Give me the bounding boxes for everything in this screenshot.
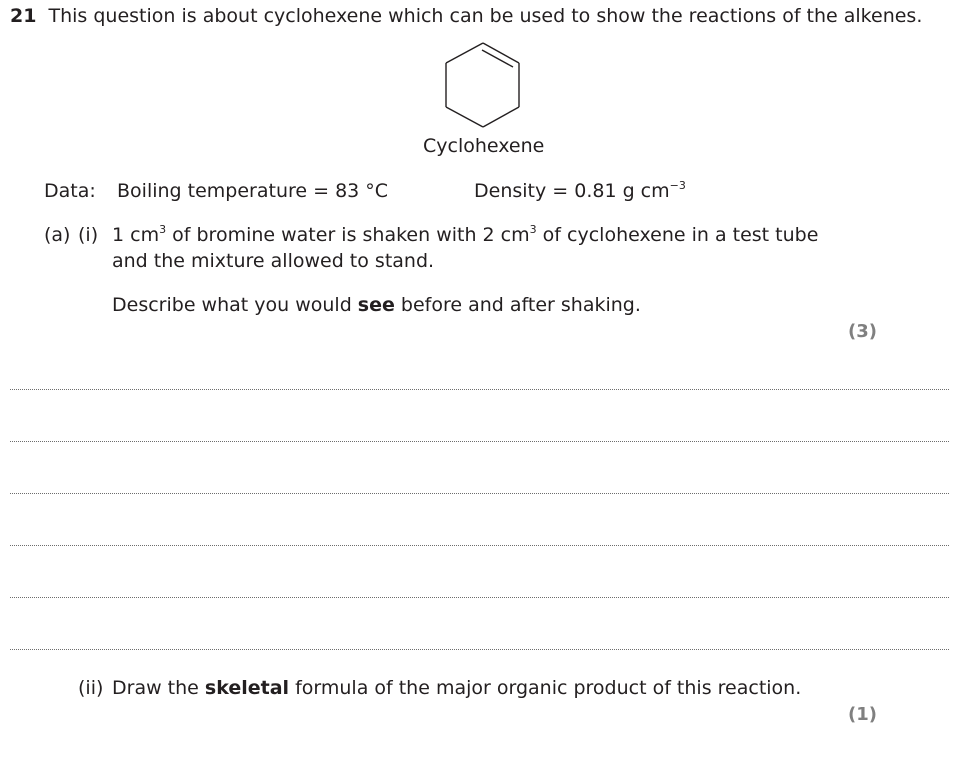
part-a-label: (a): [44, 224, 71, 246]
line1-text-b: of bromine water is shaken with 2 cm: [166, 224, 530, 246]
boiling-temperature: Boiling temperature = 83 °C: [117, 180, 389, 202]
instruction-pre: Describe what you would: [112, 294, 358, 316]
answer-line-4[interactable]: [10, 545, 949, 546]
bond-bottom-right: [483, 107, 519, 127]
answer-line-3[interactable]: [10, 493, 949, 494]
density-value: [474, 180, 686, 202]
instruction-post: before and after shaking.: [394, 294, 641, 316]
part-a-i-line1: [112, 224, 818, 246]
part-a-ii-instruction: [112, 677, 801, 699]
part-a-i-line2: and the mixture allowed to stand.: [112, 250, 435, 272]
part-a-ii-label: (ii): [78, 677, 104, 699]
answer-line-6[interactable]: [10, 649, 949, 650]
density-exponent: −3: [669, 179, 686, 192]
ii-bold: skeletal: [204, 677, 290, 699]
density-text: Density = 0.81 g cm: [474, 180, 670, 202]
ii-post: formula of the major organic product of this reaction.: [289, 677, 802, 699]
line1-sup-2: 3: [529, 223, 537, 236]
line1-sup-1: 3: [159, 223, 167, 236]
double-bond-inner-line: [482, 50, 513, 67]
part-a-i-instruction: [112, 294, 641, 316]
question-stem-line: [10, 5, 922, 27]
answer-line-1[interactable]: [10, 389, 949, 390]
answer-line-2[interactable]: [10, 441, 949, 442]
part-a-i-label: (i): [78, 224, 99, 246]
cyclohexene-structure: [438, 38, 526, 132]
question-number: 21: [10, 5, 37, 27]
marks-a-ii: (1): [848, 704, 877, 725]
data-label: Data:: [44, 180, 96, 202]
answer-line-5[interactable]: [10, 597, 949, 598]
instruction-bold: see: [357, 294, 395, 316]
bond-top-left: [446, 43, 483, 63]
structure-caption: Cyclohexene: [423, 135, 545, 157]
line1-text-a: 1 cm: [112, 224, 160, 246]
marks-a-i: (3): [848, 321, 877, 342]
bond-bottom-left: [446, 107, 483, 127]
question-stem: This question is about cyclohexene which can be used to show the reactions of the alkenes.: [48, 5, 923, 27]
ii-pre: Draw the: [112, 677, 205, 699]
line1-text-c: of cyclohexene in a test tube: [536, 224, 819, 246]
